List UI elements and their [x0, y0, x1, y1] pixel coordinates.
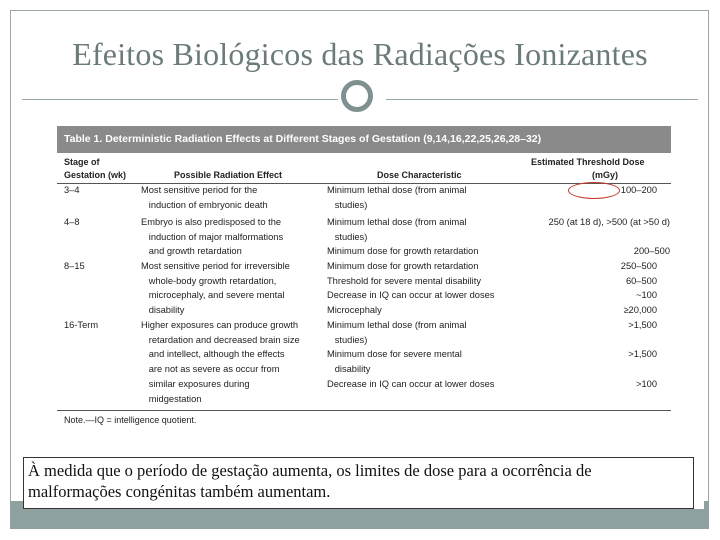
divider-ring-icon	[341, 80, 373, 112]
row1-threshold: 100–200	[620, 185, 657, 195]
row4-effect: Higher exposures can produce growth retardation and decreased brain size and intellect, although the effects are not as severe as occur from similar exposures during midgestation	[141, 320, 300, 404]
row1-stage: 3–4	[64, 185, 80, 195]
table-note: Note.—IQ = intelligence quotient.	[64, 415, 197, 425]
footer-rule	[57, 410, 671, 411]
slide-caption: À medida que o período de gestação aumenta, os limites de dose para a ocorrência de malformações congénitas também aumentam.	[23, 457, 694, 509]
header-stage-line2: Gestation (wk)	[64, 170, 127, 180]
row4-stage: 16-Term	[64, 320, 99, 330]
row1-dose: Minimum lethal dose (from animal studies)	[327, 185, 467, 210]
row3-dose: Minimum dose for growth retardation Threshold for severe mental disability Decrease in IQ can occur at lower doses Microcephaly	[327, 261, 495, 316]
row1-effect: Most sensitive period for the induction of embryonic death	[141, 185, 268, 210]
row4-dose: Minimum lethal dose (from animal studies) Minimum dose for severe mental disability Decrease in IQ can occur at lower doses	[327, 320, 495, 389]
row2-effect: Embryo is also predisposed to the induction of major malformations and growth retardation	[141, 217, 284, 257]
row4-threshold: >1,500 >1,500 >100	[628, 320, 657, 389]
title-divider-left	[22, 99, 338, 100]
table-caption: Table 1. Deterministic Radiation Effects at Different Stages of Gestation (9,14,16,22,25,26,28–32)	[57, 126, 671, 153]
row2-dose: Minimum lethal dose (from animal studies) Minimum dose for growth retardation	[327, 217, 479, 257]
title-divider-right	[386, 99, 698, 100]
row3-effect: Most sensitive period for irreversible whole-body growth retardation, microcephaly, and severe mental disability	[141, 261, 290, 316]
row3-threshold: 250–500 60–500 ~100 ≥20,000	[620, 261, 657, 316]
row3-stage: 8–15	[64, 261, 85, 271]
header-effect: Possible Radiation Effect	[174, 170, 283, 180]
row2-threshold: 250 (at 18 d), >500 (at >50 d) 200–500	[548, 217, 670, 257]
row2-stage: 4–8	[64, 217, 80, 227]
header-dose: Dose Characteristic	[377, 170, 462, 180]
slide-title: Efeitos Biológicos das Radiações Ionizantes	[72, 36, 648, 72]
header-threshold-line1: Estimated Threshold Dose	[531, 157, 645, 167]
header-threshold-line2: (mGy)	[592, 170, 619, 180]
gestation-effects-table	[57, 126, 671, 426]
header-stage-line1: Stage of	[64, 157, 100, 167]
